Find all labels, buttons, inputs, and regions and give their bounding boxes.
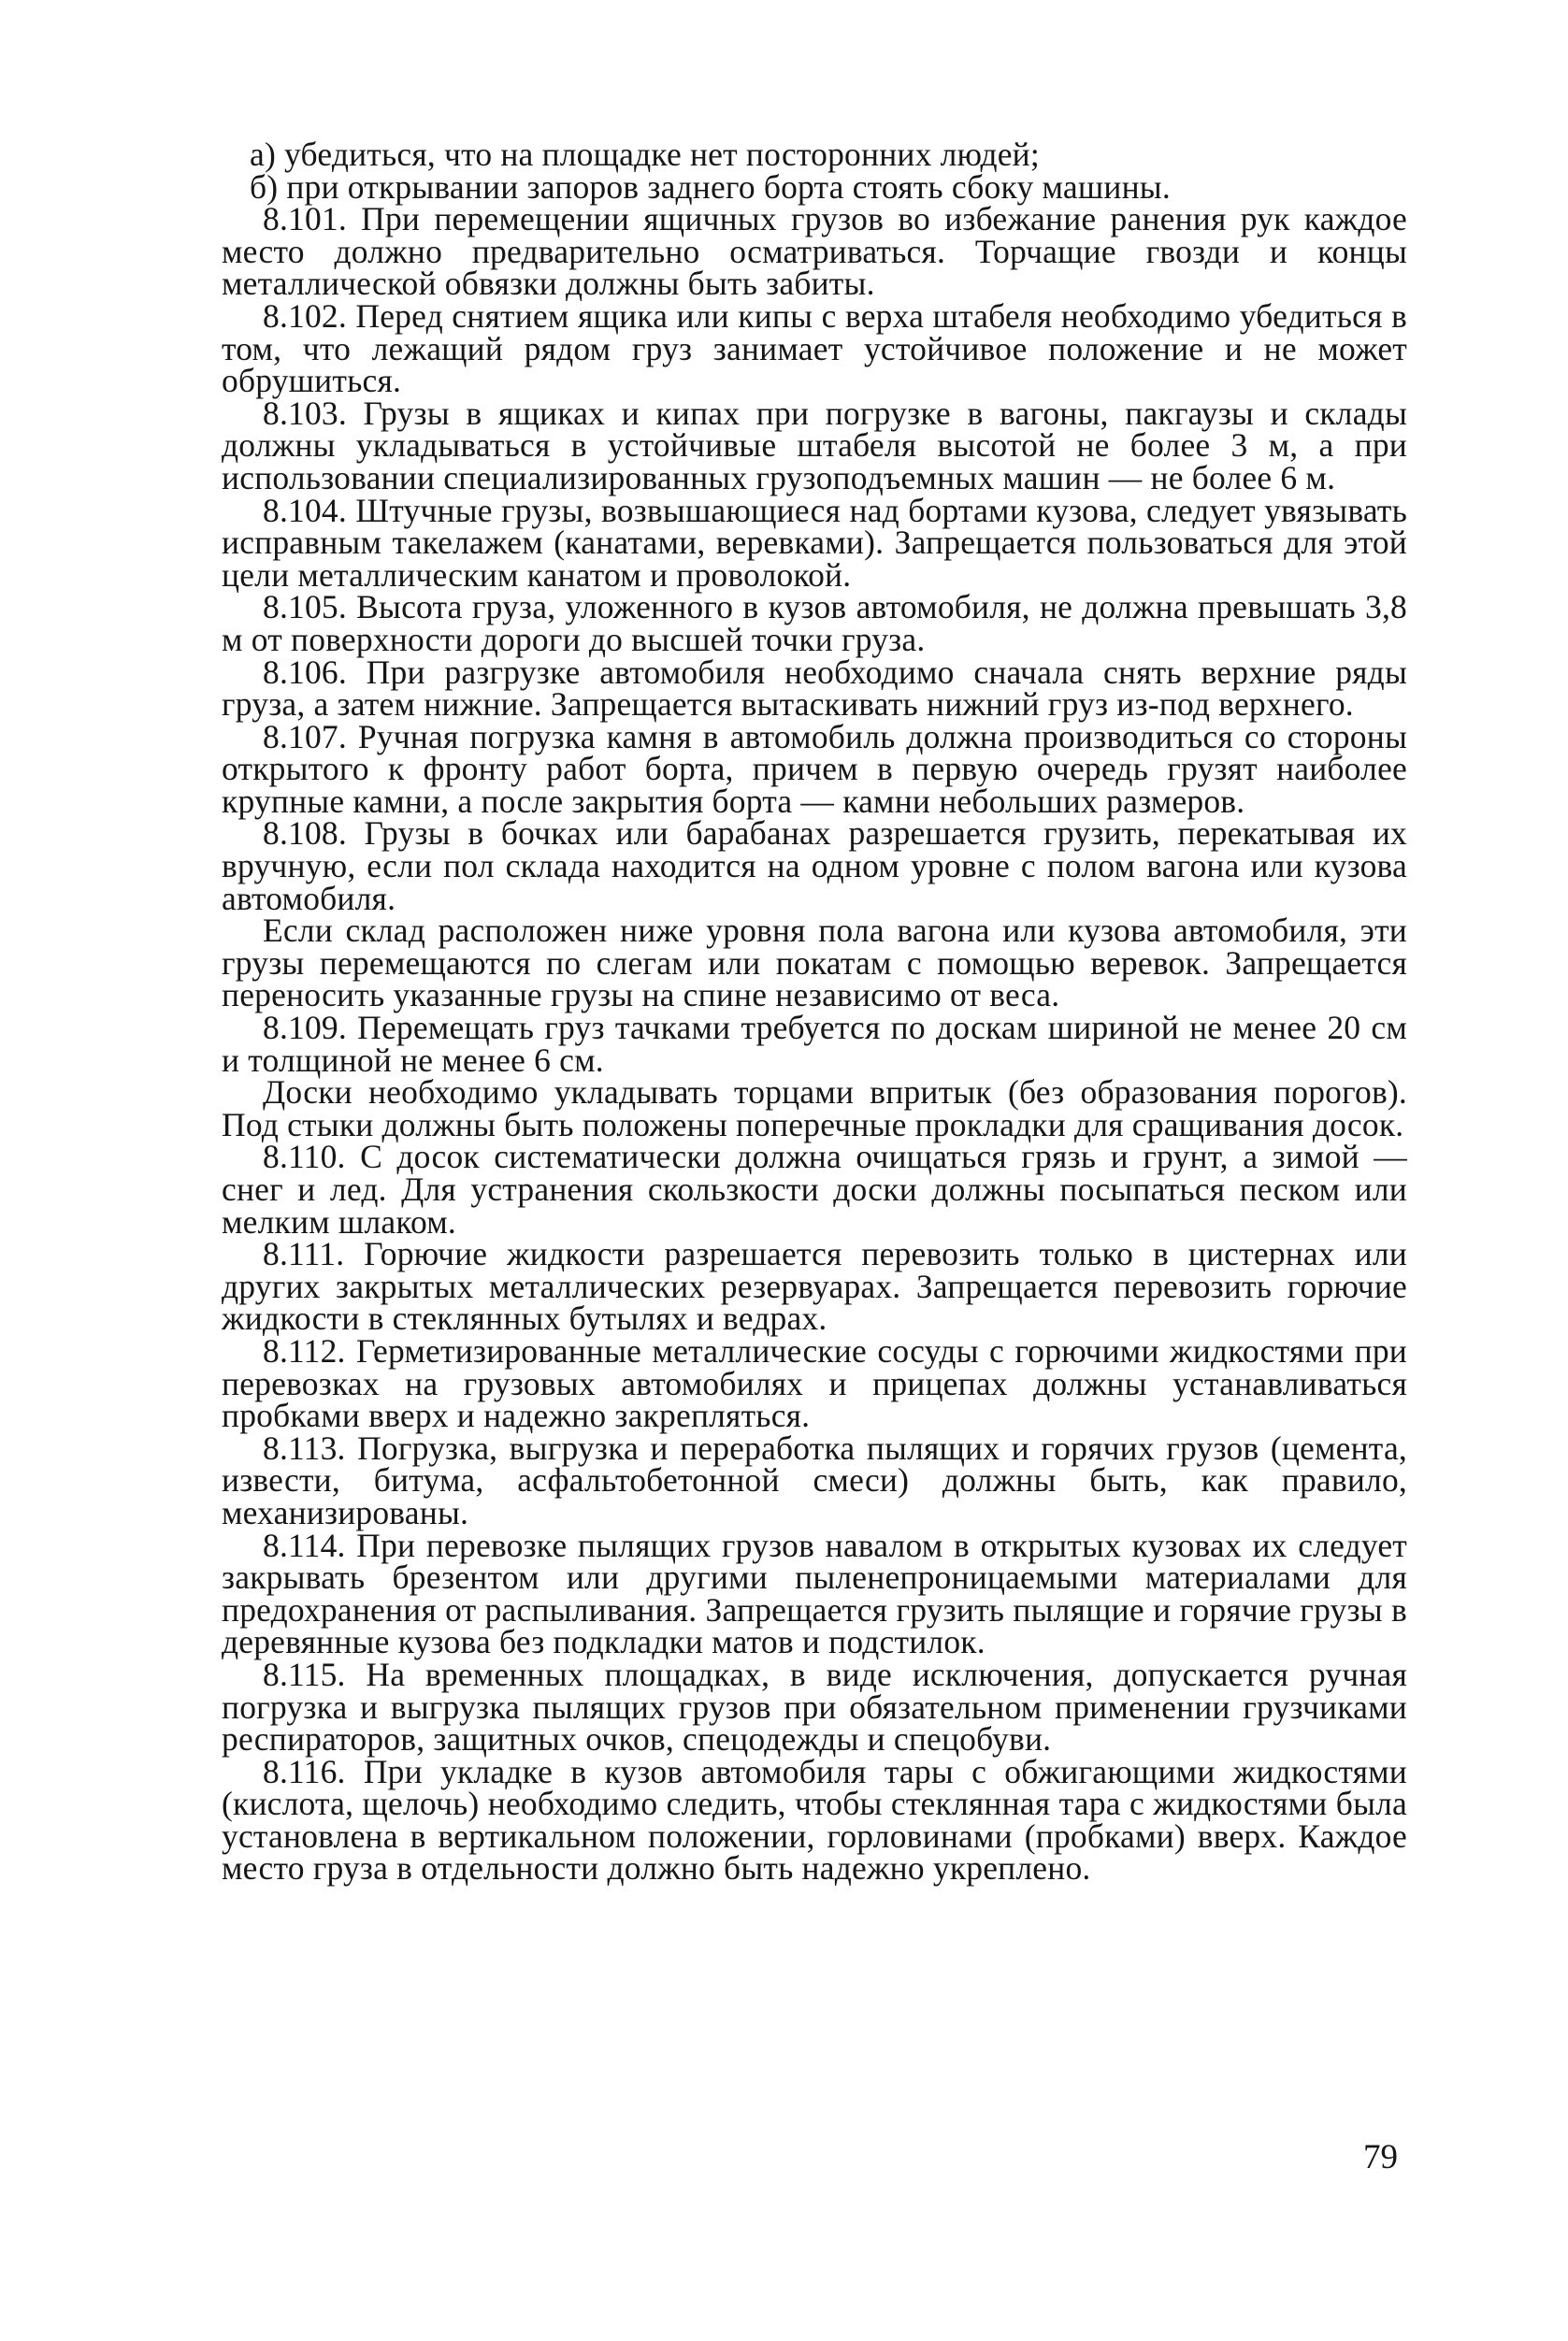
paragraph-8-102: 8.102. Перед снятием ящика или кипы с верха штабеля необходимо убедиться в том, что лежащий рядом груз занимает устойчивое положение и не может обрушиться. [222,296,1407,400]
paragraph-8-109: 8.109. Перемещать груз тачками требуется по доскам шириной не менее 20 см и толщиной не менее 6 см. [222,1009,1407,1079]
paragraph-8-114: 8.114. При перевозке пылящих грузов навалом в открытых кузовах их следует закрывать брезентом или другими пыленепроницаемыми материалами для предохранения от распыливания. Запрещается грузить пылящие и горячие грузы в деревянные кузова без подкладки матов и подстилок. [222,1526,1407,1661]
paragraph-8-103: 8.103. Грузы в ящиках и кипах при погрузке в вагоны, пакгаузы и склады должны укладываться в устойчивые штабеля высотой не более 3 м, а при использовании специализированных грузоподъемных машин — не более 6 м. [222,394,1407,496]
paragraph-8-116: 8.116. При укладке в кузов автомобиля тары с обжигающими жидкостями (кислота, щелочь) необходимо следить, чтобы стеклянная тара с жидкостями была установлена в вертикальном положении, горловинами (пробками) вверх. Каждое место груза в отдельности должно быть надежно укреплено. [222,1752,1407,1888]
paragraph-8-115: 8.115. На временных площадках, в виде исключения, допускается ручная погрузка и выгрузка пылящих грузов при обязательном применении грузчиками респираторов, защитных очков, спецодежды и спецобуви. [222,1655,1407,1759]
paragraph-8-111: 8.111. Горючие жидкости разрешается перевозить только в цистернах или других закрытых металлических резервуарах. Запрещается перевозить горючие жидкости в стеклянных бутылях и ведрах. [222,1235,1407,1338]
paragraph-8-110: 8.110. С досок систематически должна очищаться грязь и грунт, а зимой — снег и лед. Для устранения скользкости доски должны посыпаться песком или мелким шлаком. [222,1138,1407,1241]
paragraph-item-a: а) убедиться, что на площадке нет посторонних людей; [250,136,1040,173]
paragraph-8-107: 8.107. Ручная погрузка камня в автомобиль должна производиться со стороны открытого к фронту работ борта, причем в первую очередь грузят наиболее крупные камни, а после закрытия борта — камни небольших размеров. [222,717,1407,820]
paragraph-8-113: 8.113. Погрузка, выгрузка и переработка пылящих и горячих грузов (цемента, извести, битума, асфальтобетонной смеси) должны быть, как правило, механизированы. [222,1429,1407,1531]
paragraph-item-b: б) при открывании запоров заднего борта стоять сбоку машины. [250,167,1171,206]
paragraph-8-109-continued: Доски необходимо укладывать торцами впритык (без образования порогов). Под стыки должны быть положены поперечные прокладки для сращивания досок. [222,1073,1407,1143]
paragraph-8-108: 8.108. Грузы в бочках или барабанах разрешается грузить, перекатывая их вручную, если пол склада находится на одном уровне с полом вагона или кузова автомобиля. [222,814,1407,917]
paragraph-8-112: 8.112. Герметизированные металлические сосуды с горючими жидкостями при перевозках на грузовых автомобилях и прицепах должны устанавливаться пробками вверх и надежно закрепляться. [222,1331,1407,1435]
paragraph-8-104: 8.104. Штучные грузы, возвышающиеся над бортами кузова, следует увязывать исправным такелажем (канатами, веревками). Запрещается пользоваться для этой цели металлическим канатом и проволокой. [222,491,1407,594]
paragraph-8-108-continued: Если склад расположен ниже уровня пола вагона или кузова автомобиля, эти грузы перемещаются по слегам или покатам с помощью веревок. Запрещается переносить указанные грузы на спине независимо от веса. [222,912,1407,1014]
paragraph-8-101: 8.101. При перемещении ящичных грузов во избежание ранения рук каждое место должно предварительно осматриваться. Торчащие гвозди и концы металлической обвязки должны быть забиты. [222,200,1407,303]
paragraph-8-106: 8.106. При разгрузке автомобиля необходимо сначала снять верхние ряды груза, а затем нижние. Запрещается вытаскивать нижний груз из-под верхнего. [222,653,1407,724]
body-text [222,136,1407,1888]
paragraph-8-105: 8.105. Высота груза, уложенного в кузов автомобиля, не должна превышать 3,8 м от поверхности дороги до высшей точки груза. [222,588,1407,658]
page-number: 79 [1363,2138,1398,2176]
